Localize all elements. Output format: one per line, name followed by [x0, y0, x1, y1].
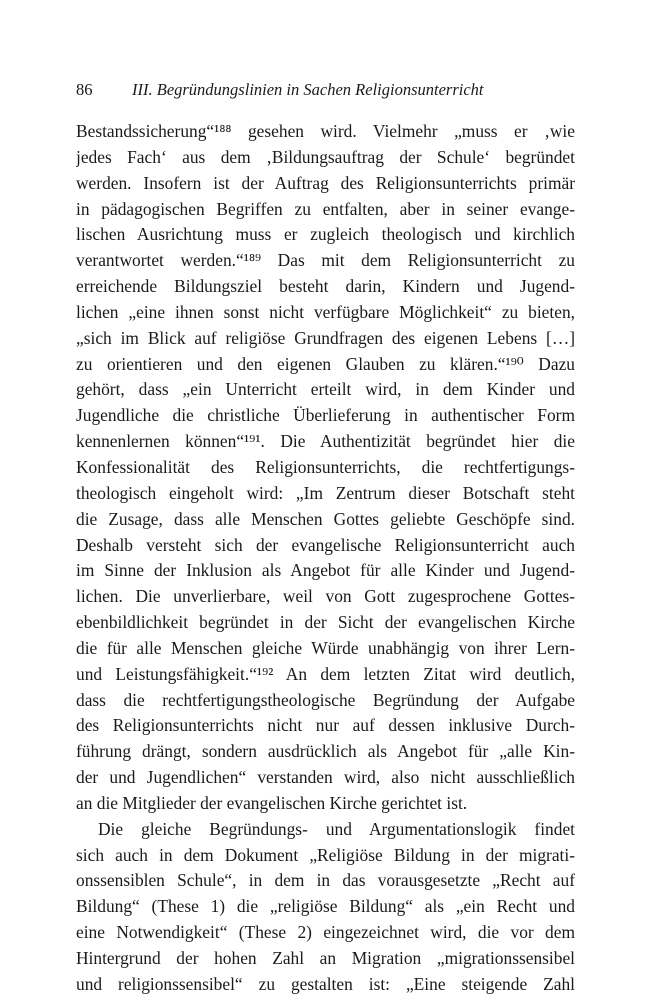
text-line: gehört, dass „ein Unterricht erteilt wird, in dem Kinder und — [76, 379, 575, 400]
text-line: und Leistungsfähigkeit.“¹⁹² An dem letzten Zitat wird deutlich, — [76, 663, 575, 684]
text-line: die für alle Menschen gleiche Würde unabhängig von ihrer Lern- — [76, 637, 575, 658]
text-line: Hintergrund der hohen Zahl an Migration „migrationssensibel — [76, 948, 575, 968]
text-line: zu orientieren und den eigenen Glauben zu klären.“¹⁹⁰ Dazu — [76, 353, 575, 374]
text-line: jedes Fach‘ aus dem ‚Bildungsauftrag der Schule‘ begründet — [76, 146, 575, 167]
text-line: werden. Insofern ist der Auftrag des Religionsunterrichts primär — [76, 172, 575, 193]
text-line: im Sinne der Inklusion als Angebot für alle Kinder und Jugend- — [76, 560, 575, 581]
text-line: des Religionsunterrichts nicht nur auf dessen inklusive Durch- — [76, 715, 575, 736]
running-head — [76, 78, 576, 102]
text-line: theologisch eingeholt wird: „Im Zentrum dieser Botschaft steht — [76, 482, 575, 503]
paragraph-start-line: Die gleiche Begründungs- und Argumentationslogik findet — [98, 818, 575, 839]
text-line: eine Notwendigkeit“ (These 2) eingezeichnet wird, die vor dem — [76, 922, 575, 943]
text-line: führung drängt, sondern ausdrücklich als Angebot für „alle Kin- — [76, 741, 575, 762]
text-line: der und Jugendlichen“ verstanden wird, also nicht ausschließlich — [76, 767, 575, 788]
text-line: lischen Ausrichtung muss er zugleich theologisch und kirchlich — [76, 224, 575, 245]
text-line: Bildung“ (These 1) die „religiöse Bildung“ als „ein Recht und — [76, 896, 575, 917]
text-line: und religionssensibel“ zu gestalten ist: „Eine steigende Zahl — [76, 973, 575, 994]
page-number: 86 — [76, 80, 93, 99]
text-line: onssensiblen Schule“, in dem in das vorausgesetzte „Recht auf — [76, 870, 575, 891]
text-line: erreichende Bildungsziel besteht darin, Kindern und Jugend- — [76, 276, 575, 297]
text-line: lichen. Die unverlierbare, weil von Gott zugesprochene Gottes- — [76, 586, 575, 607]
text-line: lichen „eine ihnen sonst nicht verfügbare Möglichkeit“ zu bieten, — [76, 301, 575, 322]
text-line: Bestandssicherung“¹⁸⁸ gesehen wird. Vielmehr „muss er ‚wie — [76, 121, 575, 141]
text-line: in pädagogischen Begriffen zu entfalten, aber in seiner evange- — [76, 198, 575, 219]
text-line: ebenbildlichkeit begründet in der Sicht der evangelischen Kirche — [76, 612, 575, 633]
text-line: die Zusage, dass alle Menschen Gottes geliebte Geschöpfe sind. — [76, 508, 575, 529]
text-line: Deshalb versteht sich der evangelische Religionsunterricht auch — [76, 534, 575, 555]
text-line: Jugendliche die christliche Überlieferung in authentischer Form — [76, 405, 575, 426]
text-line: „sich im Blick auf religiöse Grundfragen des eigenen Lebens […] — [76, 327, 575, 348]
body-text — [76, 119, 575, 998]
text-line: verantwortet werden.“¹⁸⁹ Das mit dem Religionsunterricht zu — [76, 250, 575, 271]
text-line: Konfessionalität des Religionsunterrichts, die rechtfertigungs- — [76, 456, 575, 477]
text-line: sich auch in dem Dokument „Religiöse Bildung in der migrati- — [76, 844, 575, 865]
chapter-title: III. Begründungslinien in Sachen Religionsunterricht — [132, 80, 484, 99]
paragraph-end-line: an die Mitglieder der evangelischen Kirche gerichtet ist. — [76, 792, 468, 813]
text-line: kennenlernen können“¹⁹¹. Die Authentizität begründet hier die — [76, 431, 575, 452]
text-line: dass die rechtfertigungstheologische Begründung der Aufgabe — [76, 689, 575, 710]
